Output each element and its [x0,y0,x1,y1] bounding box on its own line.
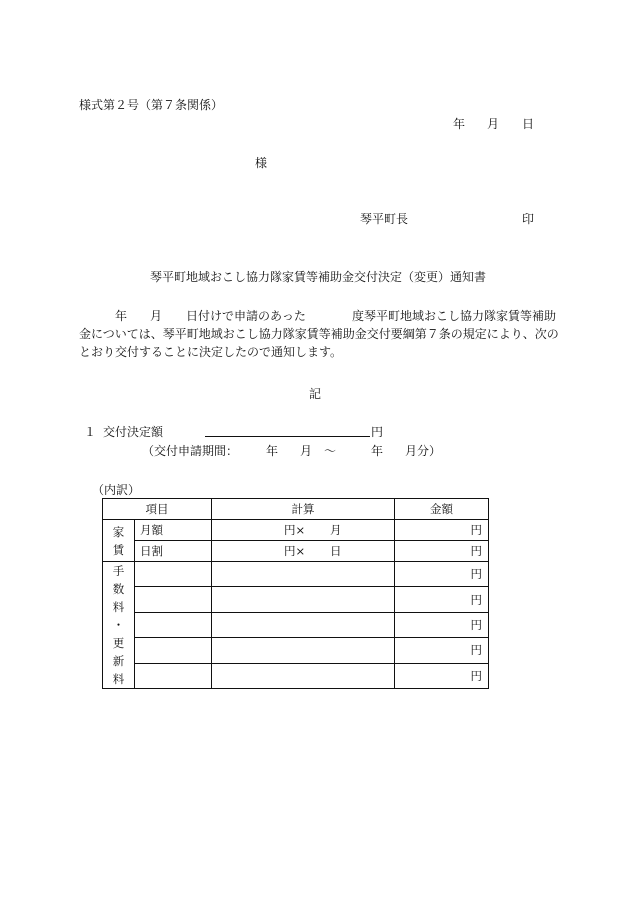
rent-item-monthly: 月額 [135,520,212,541]
period-month-2: 月分） [405,444,442,458]
document-title: 琴平町地域おこし協力隊家賃等補助金交付決定（変更）通知書 [150,270,487,284]
breakdown-caption: （内訳） [92,483,141,497]
calc-yen: 円× [284,523,306,537]
body-month: 月 [150,309,163,323]
fee-calc-cell [212,612,395,637]
decision-number: １ [84,425,97,439]
fee-char: 手 [112,564,125,578]
calc-unit: 月 [330,523,342,537]
fee-amount-cell: 円 [395,638,489,663]
decision-yen: 円 [371,425,384,439]
fee-calc-cell [212,663,395,688]
amount-underline [205,436,370,437]
fee-char: 数 [112,582,125,596]
fee-group-label [103,562,135,689]
rent-char: 家 [112,524,125,539]
rent-item-daily: 日割 [135,541,212,562]
table-row [103,638,489,663]
rent-group-label [103,520,135,562]
fee-item-cell [135,562,212,587]
body-line-2: 金については、琴平町地域おこし協力隊家賃等補助金交付要綱第７条の規定により、次の [79,327,559,341]
body-text-b: 度琴平町地域おこし協力隊家賃等補助 [352,309,557,323]
rent-calc-monthly [212,520,395,541]
rent-char: 賃 [112,542,125,557]
seal-mark: 印 [522,212,535,226]
calc-yen: 円× [284,544,306,558]
table-header-row [103,499,489,520]
form-number: 様式第２号（第７条関係） [79,98,224,112]
period-tilde: ～ [324,444,337,458]
rent-amount-daily: 円 [395,541,489,562]
date-year: 年 [453,117,466,131]
decision-label: 交付決定額 [103,425,164,439]
addressee-suffix: 様 [255,156,268,170]
fee-item-cell [135,663,212,688]
period-open: （交付申請期間： [142,444,239,458]
fee-char: 料 [112,600,125,614]
fee-char: 新 [112,654,125,668]
calc-unit: 日 [330,544,342,558]
fee-char: ・ [112,618,125,632]
period-month-1: 月 [300,444,313,458]
fee-char: 料 [112,672,125,686]
header-item: 項目 [103,499,212,520]
ki-heading: 記 [309,387,322,401]
table-row [103,587,489,612]
breakdown-table [102,498,489,689]
fee-calc-cell [212,638,395,663]
rent-calc-daily [212,541,395,562]
fee-calc-cell [212,587,395,612]
fee-item-cell [135,638,212,663]
rent-amount-monthly: 円 [395,520,489,541]
issuer-name: 琴平町長 [360,212,409,226]
fee-amount-cell: 円 [395,587,489,612]
date-day: 日 [522,117,535,131]
table-row [103,541,489,562]
fee-amount-cell: 円 [395,663,489,688]
fee-amount-cell: 円 [395,612,489,637]
table-row [103,612,489,637]
body-text-a: 日付けで申請のあった [186,309,306,323]
fee-calc-cell [212,562,395,587]
fee-item-cell [135,612,212,637]
body-year: 年 [115,309,128,323]
fee-amount-cell: 円 [395,562,489,587]
table-row [103,663,489,688]
fee-item-cell [135,587,212,612]
header-amount: 金額 [395,499,489,520]
fee-char: 更 [112,636,125,650]
body-line-3: とおり交付することに決定したので通知します。 [79,345,343,359]
header-calc: 計算 [212,499,395,520]
period-year-2: 年 [371,444,384,458]
table-row [103,562,489,587]
period-year-1: 年 [266,444,279,458]
date-month: 月 [487,117,500,131]
table-row [103,520,489,541]
